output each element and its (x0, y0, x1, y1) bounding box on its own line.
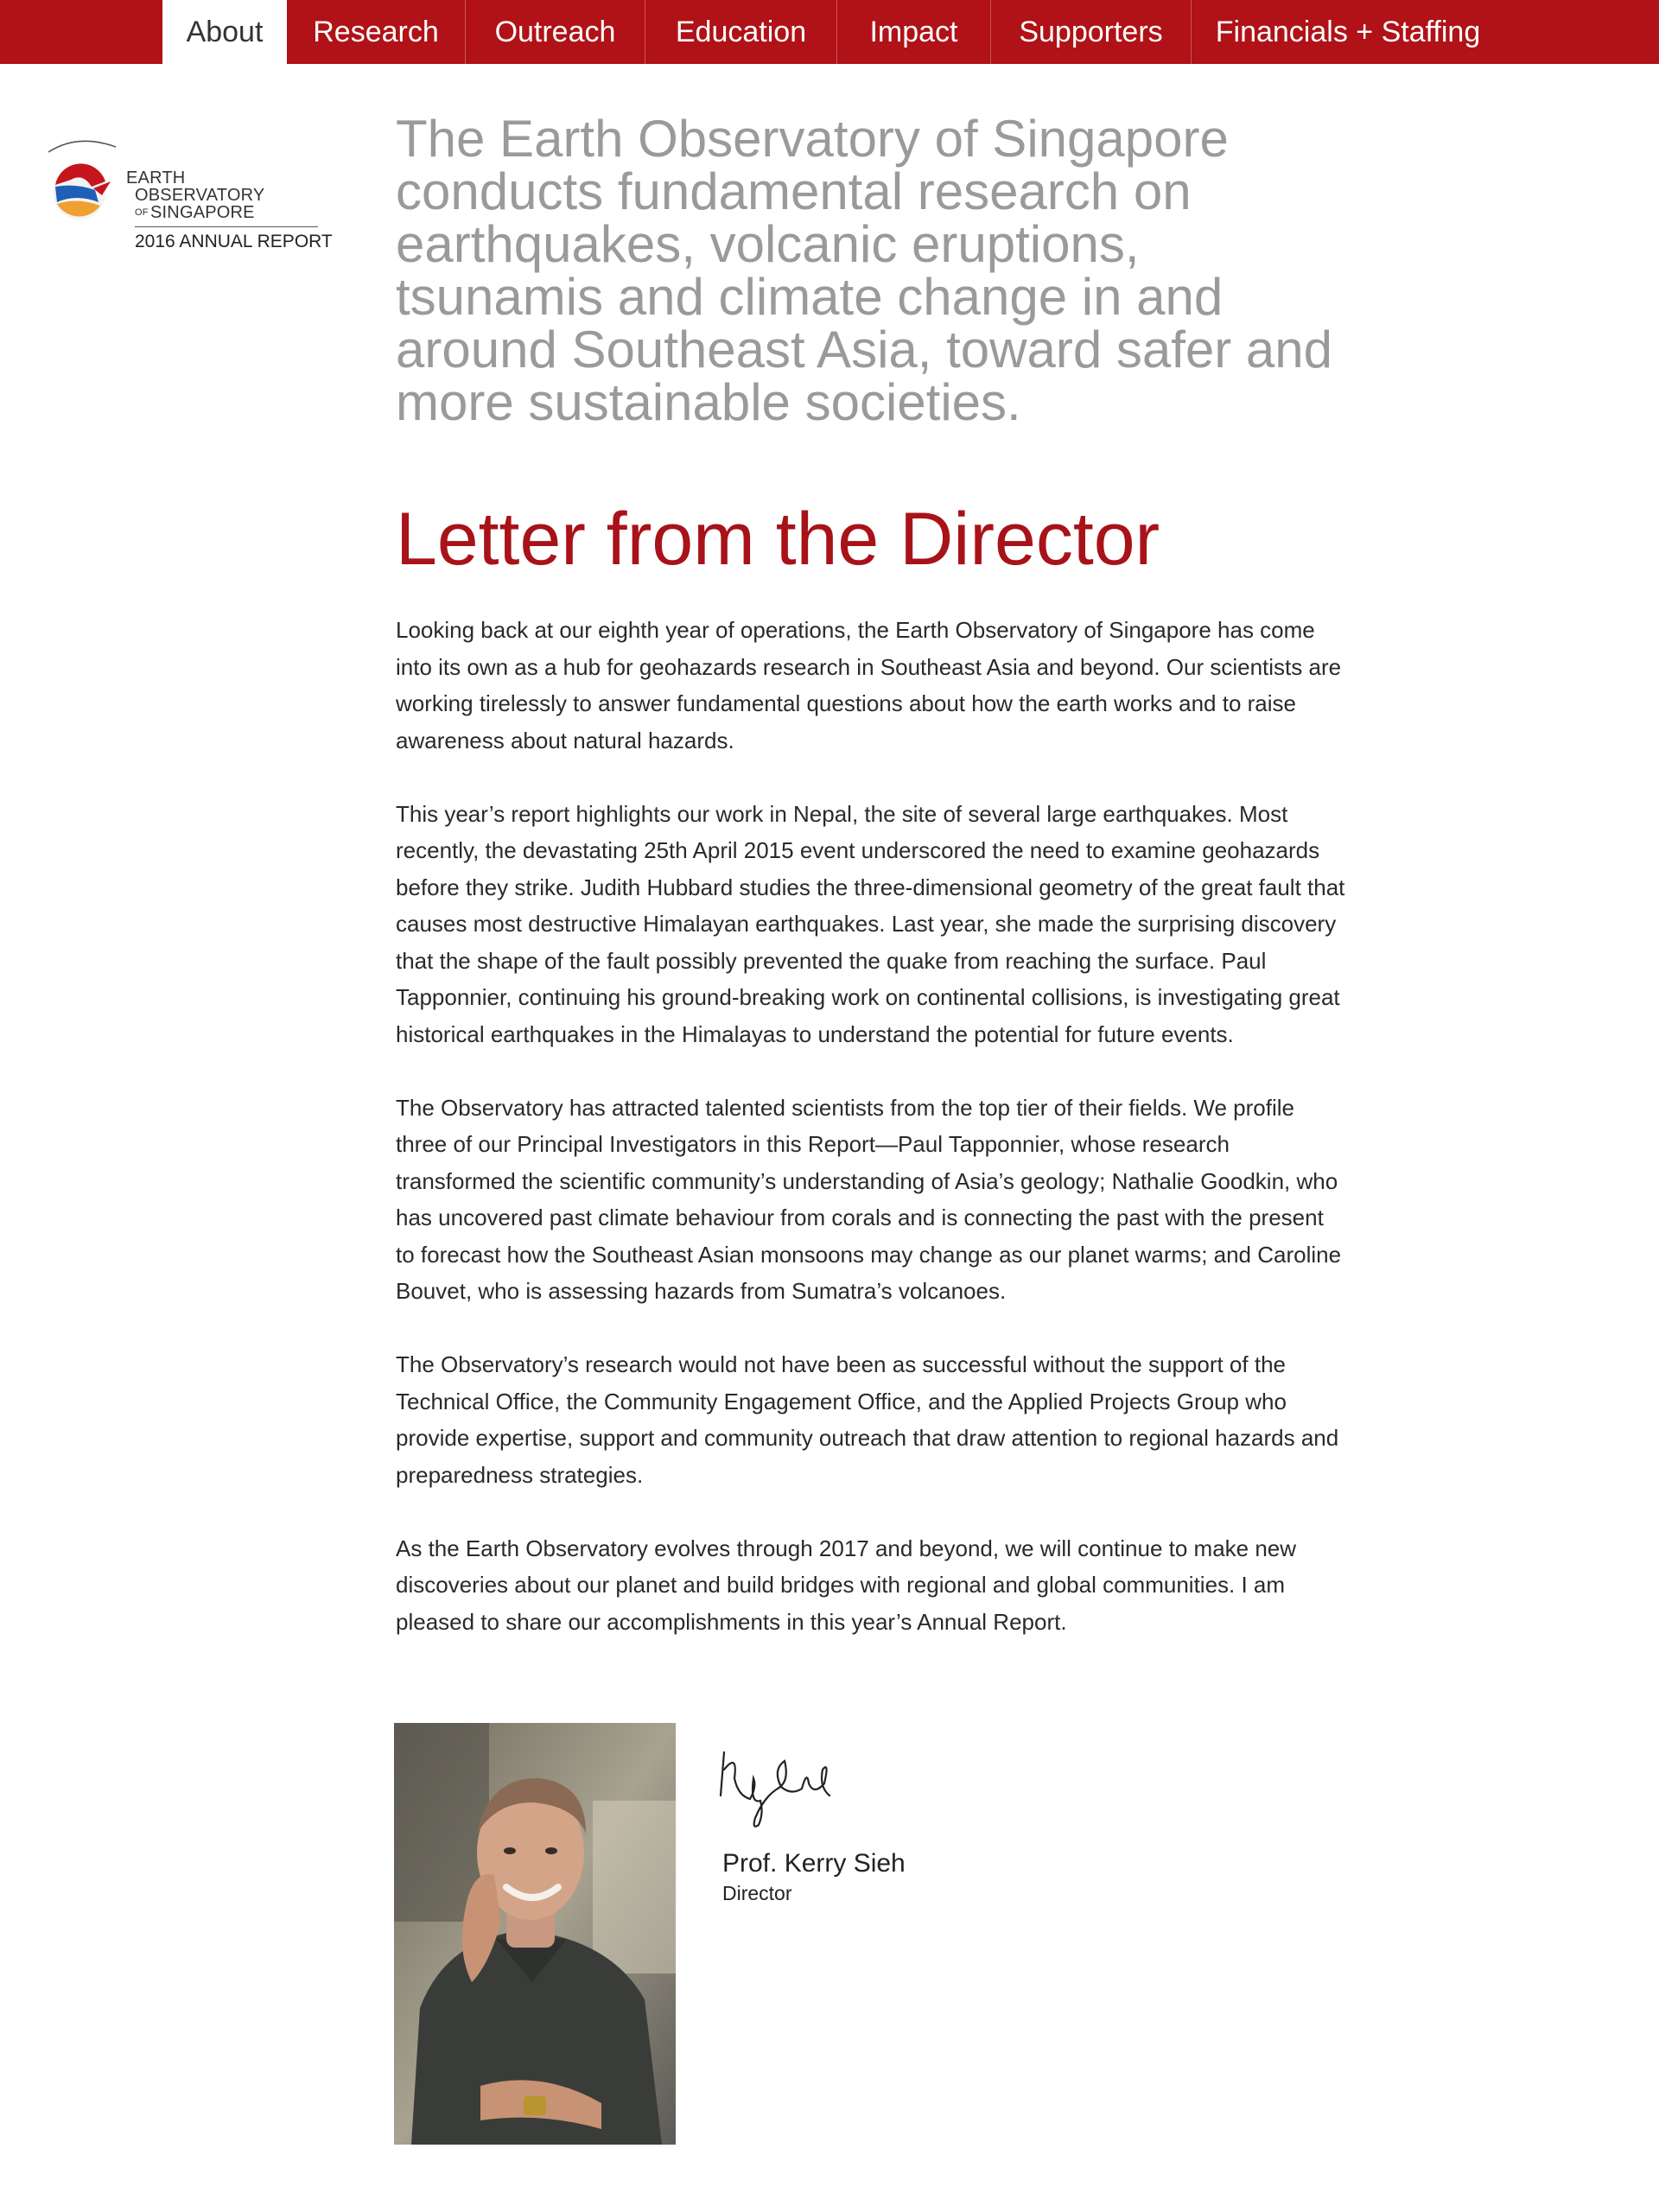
logo-divider (135, 226, 318, 227)
eos-emblem-icon (45, 138, 123, 225)
logo-line-earth: EARTH (126, 168, 186, 188)
logo-line-singapore: SINGAPORE (150, 203, 255, 222)
tab-education[interactable]: Education (645, 0, 837, 64)
letter-paragraph: Looking back at our eighth year of operations, the Earth Observatory of Singapore has come into its own as a hub for geohazards research in Southeast Asia and beyond. Our scientists are working tirelessly to answer fundamental questions about how the earth works and to raise awareness about natural hazards. (396, 617, 1342, 753)
top-navigation (0, 0, 1659, 64)
eos-logo[interactable] (45, 138, 333, 259)
tab-financials-staffing[interactable]: Financials + Staffing (1215, 15, 1481, 48)
letter-paragraph: The Observatory has attracted talented scientists from the top tier of their fields. We profile three of our Principal Investigators in this Report—Paul Tapponnier, whose research transformed the scientific community’s understanding of Asia’s geology; Nathalie Goodkin, who has uncovered past climate behaviour from corals and is connecting the past with the present to forecast how the Southeast Asian monsoons may change as our planet warms; and Caroline Bouvet, who is assessing hazards from Sumatra’s volcanoes. (396, 1094, 1342, 1304)
director-portrait (394, 1723, 676, 2145)
letter-body (396, 612, 1346, 1677)
tab-research[interactable]: Research (287, 0, 466, 64)
tab-supporters[interactable]: Supporters (991, 0, 1192, 64)
logo-report-label: 2016 ANNUAL REPORT (135, 232, 333, 251)
tab-impact[interactable]: Impact (837, 0, 991, 64)
intro-statement: The Earth Observatory of Singapore conducts fundamental research on earthquakes, volcanic eruptions, tsunamis and climate change in and around Southeast Asia, toward safer and more sustainable societies. (396, 110, 1333, 431)
director-title: Director (722, 1882, 792, 1904)
page-title: Letter from the Director (396, 498, 1160, 581)
logo-line-observatory: OBSERVATORY (135, 186, 265, 205)
letter-paragraph: The Observatory’s research would not have been as successful without the support of the Technical Office, the Community Engagement Office, and the Applied Projects Group who provide expertise, support and community outreach that draw attention to regional hazards and preparedness strategies. (396, 1351, 1339, 1488)
director-name: Prof. Kerry Sieh (722, 1849, 906, 1878)
letter-paragraph: This year’s report highlights our work in Nepal, the site of several large earthquakes. Most recently, the devastating 25th April 2015 event underscored the need to examine geohazards before they strike. Judith Hubbard studies the three-dimensional geometry of the great fault that causes most destructive Himalayan earthquakes. Last year, she made the surprising discovery that the shape of the fault possibly prevented the quake from reaching the surface. Paul Tapponnier, continuing his ground-breaking work on continental collisions, is investigating great historical earthquakes in the Himalayas to understand the potential for future events. (396, 800, 1345, 1047)
logo-line-of: OF (135, 207, 149, 218)
letter-paragraph: As the Earth Observatory evolves through 2017 and beyond, we will continue to make new discoveries about our planet and build bridges with regional and global communities. I am pleased to share our accomplishments in this year’s Annual Report. (396, 1535, 1297, 1635)
tab-outreach[interactable]: Outreach (466, 0, 645, 64)
director-signature (712, 1735, 842, 1839)
tab-about[interactable]: About (162, 0, 287, 64)
